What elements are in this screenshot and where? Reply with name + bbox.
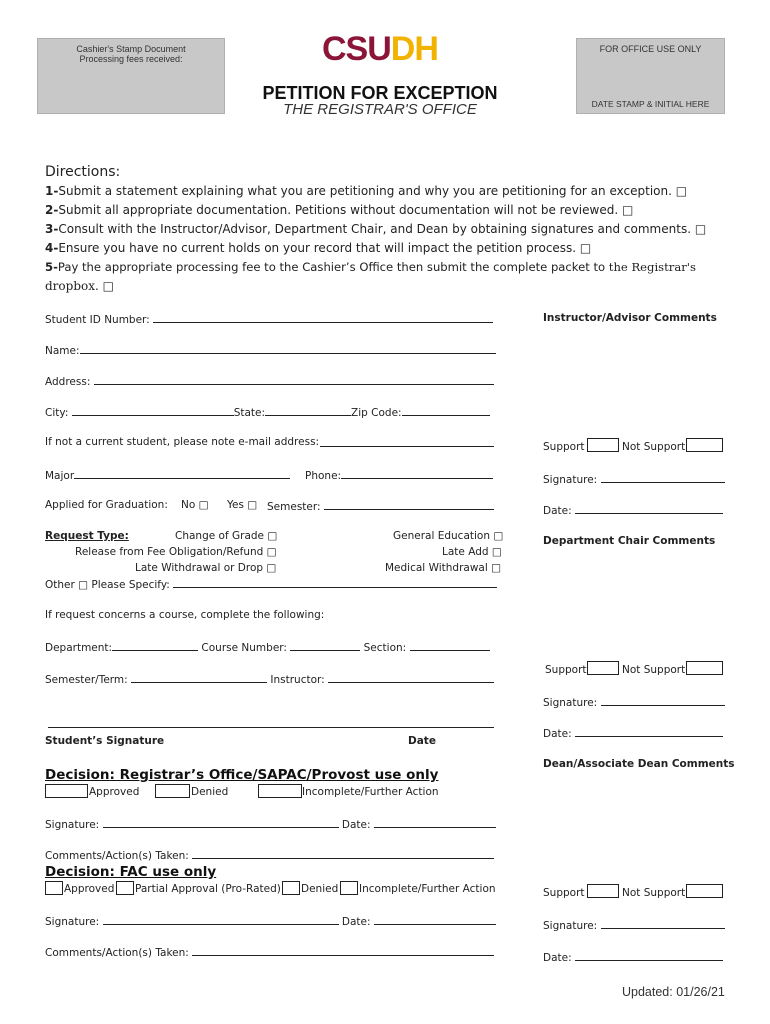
logo-dh: DH bbox=[390, 30, 438, 68]
chair-signature-field[interactable] bbox=[601, 695, 725, 706]
chair-support-label: Support bbox=[545, 664, 587, 676]
dean-date-label: Date: bbox=[543, 952, 572, 964]
student-id-row bbox=[45, 312, 493, 326]
chair-support-box[interactable] bbox=[587, 661, 619, 675]
instructor-date-label: Date: bbox=[543, 505, 572, 517]
request-type-label: Request Type: bbox=[45, 530, 129, 542]
request-release-fee[interactable]: Release from Fee Obligation/Refund □ bbox=[75, 546, 277, 558]
dean-not-support-box[interactable] bbox=[686, 884, 723, 898]
fac-approved-label: Approved bbox=[64, 883, 115, 895]
chair-date-row bbox=[543, 726, 723, 740]
graduation-yes[interactable]: Yes □ bbox=[227, 499, 258, 511]
instructor-not-support-box[interactable] bbox=[686, 438, 723, 452]
request-other-row bbox=[45, 577, 497, 591]
csudh-logo bbox=[322, 30, 438, 69]
direction-text-tail: the Registrar's bbox=[608, 260, 696, 274]
fac-denied-box[interactable] bbox=[282, 881, 300, 895]
phone-label: Phone: bbox=[305, 470, 342, 482]
address-field[interactable] bbox=[94, 374, 494, 385]
dean-signature-row bbox=[543, 918, 725, 932]
logo-csu: CSU bbox=[322, 30, 391, 68]
major-label: Major bbox=[45, 470, 75, 482]
section-field[interactable] bbox=[410, 640, 490, 651]
direction-num: 5- bbox=[45, 260, 58, 274]
state-label: State: bbox=[233, 407, 266, 419]
page-subtitle: THE REGISTRAR'S OFFICE bbox=[283, 101, 477, 118]
request-late-add[interactable]: Late Add □ bbox=[442, 546, 502, 558]
direction-num: 3- bbox=[45, 222, 59, 236]
student-id-label: Student ID Number: bbox=[45, 314, 150, 326]
fac-incomplete-box[interactable] bbox=[340, 881, 358, 895]
cashier-stamp-line1: Cashier's Stamp Document bbox=[76, 44, 186, 54]
request-late-withdrawal[interactable]: Late Withdrawal or Drop □ bbox=[135, 562, 277, 574]
dean-comments-heading: Dean/Associate Dean Comments bbox=[543, 758, 735, 770]
direction-text: Submit a statement explaining what you are petitioning and why you are petitioning for an exception. □ bbox=[58, 184, 688, 198]
registrar-approved-label: Approved bbox=[89, 786, 140, 798]
registrar-approved-box[interactable] bbox=[45, 784, 88, 798]
fac-partial-label: Partial Approval (Pro-Rated) bbox=[135, 883, 281, 895]
dean-signature-label: Signature: bbox=[543, 920, 598, 932]
date-stamp-label: DATE STAMP & INITIAL HERE bbox=[591, 99, 710, 109]
name-row bbox=[45, 343, 496, 357]
fac-signature-row bbox=[45, 914, 496, 928]
registrar-signature-row bbox=[45, 817, 496, 831]
dean-support-box[interactable] bbox=[587, 884, 619, 898]
student-date-label: Date bbox=[408, 735, 436, 747]
dean-not-support-label: Not Support bbox=[622, 887, 686, 899]
phone-row bbox=[305, 468, 493, 482]
dean-date-row bbox=[543, 950, 723, 964]
section-label: Section: bbox=[363, 642, 407, 654]
semester-term-field[interactable] bbox=[131, 672, 267, 683]
registrar-signature-field[interactable] bbox=[103, 817, 339, 828]
major-row bbox=[45, 468, 290, 482]
updated-date: Updated: 01/26/21 bbox=[622, 985, 725, 999]
city-field[interactable] bbox=[72, 405, 234, 416]
chair-signature-row bbox=[543, 695, 725, 709]
department-field[interactable] bbox=[112, 640, 198, 651]
request-gen-ed[interactable]: General Education □ bbox=[393, 530, 504, 542]
chair-comments-heading: Department Chair Comments bbox=[543, 535, 716, 547]
direction-text: Pay the appropriate processing fee to the Cashier’s Office then submit the complete packet to bbox=[57, 260, 609, 274]
dean-signature-field[interactable] bbox=[601, 918, 725, 929]
fac-signature-label: Signature: bbox=[45, 916, 100, 928]
email-field[interactable] bbox=[320, 436, 494, 447]
fac-comments-field[interactable] bbox=[192, 945, 494, 956]
chair-not-support-label: Not Support bbox=[622, 664, 686, 676]
city-row bbox=[45, 405, 490, 419]
semester-label: Semester: bbox=[267, 501, 321, 513]
address-row bbox=[45, 374, 494, 388]
request-change-grade[interactable]: Change of Grade □ bbox=[175, 530, 278, 542]
semester-field[interactable] bbox=[324, 499, 494, 510]
student-signature-line[interactable] bbox=[48, 727, 494, 728]
zip-field[interactable] bbox=[402, 405, 490, 416]
chair-date-field[interactable] bbox=[575, 726, 723, 737]
instructor-date-field[interactable] bbox=[575, 503, 723, 514]
instructor-signature-row bbox=[543, 472, 725, 486]
office-use-label: FOR OFFICE USE ONLY bbox=[599, 44, 702, 54]
major-field[interactable] bbox=[74, 468, 290, 479]
course-number-field[interactable] bbox=[290, 640, 360, 651]
direction-item-1 bbox=[45, 184, 687, 198]
fac-denied-label: Denied bbox=[301, 883, 339, 895]
cashier-stamp-line2: Processing fees received: bbox=[79, 54, 183, 64]
direction-num: 1- bbox=[45, 184, 59, 198]
zip-label: Zip Code: bbox=[351, 407, 402, 419]
registrar-denied-box[interactable] bbox=[155, 784, 190, 798]
request-medical[interactable]: Medical Withdrawal □ bbox=[385, 562, 502, 574]
registrar-incomplete-label: Incomplete/Further Action bbox=[302, 786, 439, 798]
fac-date-label: Date: bbox=[341, 916, 371, 928]
instructor-date-row bbox=[543, 503, 723, 517]
name-field[interactable] bbox=[80, 343, 496, 354]
instructor-support-label: Support bbox=[543, 441, 585, 453]
email-row bbox=[45, 436, 319, 448]
directions-heading: Directions: bbox=[45, 164, 121, 180]
semester-term-label: Semester/Term: bbox=[45, 674, 128, 686]
direction-text: Submit all appropriate documentation. Petitions without documentation will not be reviewed. □ bbox=[58, 203, 634, 217]
instructor-field[interactable] bbox=[328, 672, 494, 683]
decision-fac-heading: Decision: FAC use only bbox=[45, 864, 217, 880]
direction-num: 2- bbox=[45, 203, 59, 217]
instructor-signature-label: Signature: bbox=[543, 474, 598, 486]
student-id-field[interactable] bbox=[153, 312, 493, 323]
direction-item-3 bbox=[45, 222, 706, 236]
instructor-label: Instructor: bbox=[270, 674, 325, 686]
fac-comments-label: Comments/Action(s) Taken: bbox=[45, 947, 189, 959]
course-number-label: Course Number: bbox=[201, 642, 287, 654]
registrar-comments-label: Comments/Action(s) Taken: bbox=[45, 850, 189, 862]
registrar-incomplete-box[interactable] bbox=[258, 784, 302, 798]
student-signature-label: Student’s Signature bbox=[45, 735, 165, 747]
city-label: City: bbox=[45, 407, 69, 419]
cashier-stamp-box bbox=[37, 38, 225, 114]
direction-num: 4- bbox=[45, 241, 59, 255]
course-intro: If request concerns a course, complete the following: bbox=[45, 609, 325, 621]
registrar-date-label: Date: bbox=[341, 819, 371, 831]
dean-support-label: Support bbox=[543, 887, 585, 899]
state-field[interactable] bbox=[265, 405, 351, 416]
registrar-comments-field[interactable] bbox=[192, 848, 494, 859]
semester-row bbox=[267, 499, 494, 513]
graduation-label: Applied for Graduation: bbox=[45, 499, 168, 511]
graduation-row bbox=[45, 499, 168, 511]
direction-text: Consult with the Instructor/Advisor, Department Chair, and Dean by obtaining signatures and comments. □ bbox=[58, 222, 707, 236]
direction-item-4 bbox=[45, 241, 591, 255]
instructor-not-support-label: Not Support bbox=[622, 441, 686, 453]
course-row bbox=[45, 640, 490, 654]
fac-comments-row bbox=[45, 945, 494, 959]
department-label: Department: bbox=[45, 642, 113, 654]
term-row bbox=[45, 672, 494, 686]
chair-date-label: Date: bbox=[543, 728, 572, 740]
office-use-box bbox=[576, 38, 725, 114]
registrar-denied-label: Denied bbox=[191, 786, 229, 798]
decision-registrar-heading: Decision: Registrar’s Office/SAPAC/Provost use only bbox=[45, 767, 439, 783]
instructor-support-box[interactable] bbox=[587, 438, 619, 452]
request-other-field[interactable] bbox=[173, 577, 497, 588]
page-title: PETITION FOR EXCEPTION bbox=[262, 83, 498, 103]
request-other[interactable]: Other □ Please Specify: bbox=[45, 579, 170, 591]
registrar-comments-row bbox=[45, 848, 494, 862]
email-label: If not a current student, please note e-mail address: bbox=[45, 436, 320, 448]
chair-signature-label: Signature: bbox=[543, 697, 598, 709]
fac-approved-box[interactable] bbox=[45, 881, 63, 895]
instructor-signature-field[interactable] bbox=[601, 472, 725, 483]
chair-not-support-box[interactable] bbox=[686, 661, 723, 675]
instructor-comments-heading: Instructor/Advisor Comments bbox=[543, 312, 717, 324]
phone-field[interactable] bbox=[341, 468, 493, 479]
address-label: Address: bbox=[45, 376, 91, 388]
direction-item-2 bbox=[45, 203, 633, 217]
name-label: Name: bbox=[45, 345, 80, 357]
fac-signature-field[interactable] bbox=[103, 914, 339, 925]
graduation-no[interactable]: No □ bbox=[181, 499, 209, 511]
fac-incomplete-label: Incomplete/Further Action bbox=[359, 883, 496, 895]
direction-item-5-cont: dropbox. □ bbox=[45, 279, 114, 293]
direction-text: Ensure you have no current holds on your record that will impact the petition process. □ bbox=[58, 241, 592, 255]
dean-date-field[interactable] bbox=[575, 950, 723, 961]
fac-partial-box[interactable] bbox=[116, 881, 134, 895]
direction-item-5 bbox=[45, 260, 696, 274]
registrar-signature-label: Signature: bbox=[45, 819, 100, 831]
registrar-date-field[interactable] bbox=[374, 817, 496, 828]
fac-date-field[interactable] bbox=[374, 914, 496, 925]
